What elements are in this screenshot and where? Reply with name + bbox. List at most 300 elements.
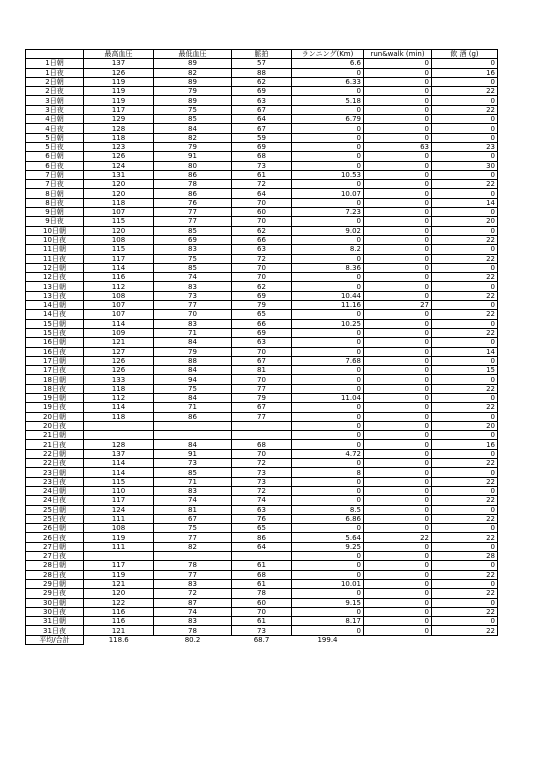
row-label: 12日夜 (26, 273, 84, 282)
systolic-cell: 121 (84, 626, 154, 635)
systolic-cell: 107 (84, 301, 154, 310)
run-walk-cell: 0 (364, 384, 432, 393)
pulse-cell: 70 (232, 198, 292, 207)
run-walk-cell: 0 (364, 468, 432, 477)
row-label: 31日夜 (26, 626, 84, 635)
systolic-cell (84, 431, 154, 440)
diastolic-cell: 74 (154, 496, 232, 505)
diastolic-cell: 77 (154, 208, 232, 217)
table-row (26, 459, 498, 468)
header-diastolic: 最低血圧 (154, 50, 232, 59)
diastolic-cell: 75 (154, 254, 232, 263)
alcohol-cell: 0 (432, 449, 498, 458)
running-cell: 0 (292, 412, 364, 421)
alcohol-cell: 0 (432, 617, 498, 626)
table-row (26, 607, 498, 616)
alcohol-cell: 22 (432, 87, 498, 96)
diastolic-cell: 86 (154, 412, 232, 421)
pulse-cell: 61 (232, 170, 292, 179)
table-row (26, 142, 498, 151)
run-walk-cell: 0 (364, 375, 432, 384)
avg-pulse: 68.7 (253, 636, 270, 645)
alcohol-cell: 22 (432, 626, 498, 635)
row-label: 20日夜 (26, 421, 84, 430)
alcohol-cell: 0 (432, 77, 498, 86)
systolic-cell: 112 (84, 393, 154, 402)
row-label: 17日朝 (26, 356, 84, 365)
row-label: 24日夜 (26, 496, 84, 505)
running-cell: 6.33 (292, 77, 364, 86)
diastolic-cell: 82 (154, 133, 232, 142)
row-label: 7日夜 (26, 180, 84, 189)
diastolic-cell: 79 (154, 87, 232, 96)
diastolic-cell: 67 (154, 514, 232, 523)
table-row (26, 254, 498, 263)
running-cell: 0 (292, 124, 364, 133)
running-cell: 8.36 (292, 263, 364, 272)
systolic-cell: 117 (84, 561, 154, 570)
alcohol-cell: 20 (432, 421, 498, 430)
systolic-cell (84, 552, 154, 561)
run-walk-cell: 0 (364, 412, 432, 421)
pulse-cell: 79 (232, 301, 292, 310)
row-label: 13日朝 (26, 282, 84, 291)
table-row (26, 347, 498, 356)
running-cell: 0 (292, 282, 364, 291)
run-walk-cell: 0 (364, 96, 432, 105)
diastolic-cell: 83 (154, 245, 232, 254)
run-walk-cell: 0 (364, 496, 432, 505)
alcohol-cell: 0 (432, 393, 498, 402)
table-row (26, 115, 498, 124)
run-walk-cell: 0 (364, 198, 432, 207)
pulse-cell (232, 431, 292, 440)
run-walk-cell: 0 (364, 524, 432, 533)
table-row (26, 310, 498, 319)
row-label: 22日夜 (26, 459, 84, 468)
running-cell: 0 (292, 561, 364, 570)
row-label: 4日朝 (26, 115, 84, 124)
diastolic-cell: 78 (154, 626, 232, 635)
row-label: 7日朝 (26, 170, 84, 179)
avg-systolic: 118.6 (108, 636, 129, 645)
row-label: 10日夜 (26, 235, 84, 244)
run-walk-cell: 0 (364, 505, 432, 514)
total-alcohol (432, 635, 498, 644)
run-walk-cell: 0 (364, 310, 432, 319)
pulse-cell: 72 (232, 254, 292, 263)
running-cell: 0 (292, 403, 364, 412)
row-label: 1日夜 (26, 68, 84, 77)
run-walk-cell: 0 (364, 226, 432, 235)
diastolic-cell: 79 (154, 347, 232, 356)
systolic-cell: 126 (84, 356, 154, 365)
diastolic-cell: 82 (154, 542, 232, 551)
alcohol-cell: 0 (432, 431, 498, 440)
alcohol-cell: 22 (432, 105, 498, 114)
avg-diastolic: 80.2 (184, 636, 201, 645)
pulse-cell: 70 (232, 375, 292, 384)
diastolic-cell: 88 (154, 356, 232, 365)
run-walk-cell: 0 (364, 403, 432, 412)
running-cell: 0 (292, 421, 364, 430)
table-row (26, 393, 498, 402)
table-row (26, 161, 498, 170)
alcohol-cell: 0 (432, 319, 498, 328)
systolic-cell: 120 (84, 180, 154, 189)
pulse-cell: 67 (232, 356, 292, 365)
run-walk-cell: 0 (364, 589, 432, 598)
run-walk-cell: 0 (364, 552, 432, 561)
row-label: 28日朝 (26, 561, 84, 570)
alcohol-cell: 0 (432, 356, 498, 365)
run-walk-cell: 0 (364, 421, 432, 430)
row-label: 31日朝 (26, 617, 84, 626)
running-cell: 7.68 (292, 356, 364, 365)
running-cell: 0 (292, 133, 364, 142)
run-walk-cell: 0 (364, 68, 432, 77)
systolic-cell: 111 (84, 542, 154, 551)
systolic-cell: 120 (84, 589, 154, 598)
row-label: 15日夜 (26, 328, 84, 337)
table-row (26, 514, 498, 523)
diastolic-cell: 69 (154, 235, 232, 244)
row-label: 9日朝 (26, 208, 84, 217)
systolic-cell: 122 (84, 598, 154, 607)
diastolic-cell: 84 (154, 393, 232, 402)
systolic-cell: 123 (84, 142, 154, 151)
systolic-cell: 114 (84, 459, 154, 468)
header-alcohol: 飲 酒 (g) (432, 50, 498, 59)
systolic-cell: 121 (84, 579, 154, 588)
row-label: 27日朝 (26, 542, 84, 551)
systolic-cell: 115 (84, 477, 154, 486)
systolic-cell: 131 (84, 170, 154, 179)
run-walk-cell: 0 (364, 133, 432, 142)
pulse-cell: 70 (232, 273, 292, 282)
running-cell: 0 (292, 161, 364, 170)
diastolic-cell: 83 (154, 486, 232, 495)
systolic-cell: 133 (84, 375, 154, 384)
pulse-cell: 68 (232, 440, 292, 449)
systolic-cell: 137 (84, 59, 154, 68)
run-walk-cell: 0 (364, 393, 432, 402)
pulse-cell: 74 (232, 496, 292, 505)
table-row (26, 403, 498, 412)
alcohol-cell: 14 (432, 198, 498, 207)
running-cell: 0 (292, 254, 364, 263)
diastolic-cell: 75 (154, 524, 232, 533)
running-cell: 10.53 (292, 170, 364, 179)
alcohol-cell: 0 (432, 115, 498, 124)
running-cell: 8.17 (292, 617, 364, 626)
running-cell: 10.07 (292, 189, 364, 198)
systolic-cell: 116 (84, 617, 154, 626)
alcohol-cell: 0 (432, 208, 498, 217)
alcohol-cell: 22 (432, 570, 498, 579)
table-row (26, 375, 498, 384)
alcohol-cell: 0 (432, 505, 498, 514)
row-label: 16日夜 (26, 347, 84, 356)
systolic-cell: 126 (84, 366, 154, 375)
alcohol-cell: 22 (432, 273, 498, 282)
table-row (26, 319, 498, 328)
diastolic-cell: 85 (154, 263, 232, 272)
run-walk-cell: 0 (364, 356, 432, 365)
alcohol-cell: 0 (432, 189, 498, 198)
diastolic-cell: 83 (154, 617, 232, 626)
pulse-cell: 61 (232, 561, 292, 570)
running-cell: 0 (292, 626, 364, 635)
pulse-cell: 68 (232, 570, 292, 579)
alcohol-cell: 0 (432, 263, 498, 272)
pulse-cell: 61 (232, 617, 292, 626)
row-label: 9日夜 (26, 217, 84, 226)
table-row (26, 133, 498, 142)
systolic-cell: 108 (84, 524, 154, 533)
systolic-cell: 137 (84, 449, 154, 458)
run-walk-cell: 0 (364, 105, 432, 114)
row-label: 24日朝 (26, 486, 84, 495)
row-label: 6日朝 (26, 152, 84, 161)
pulse-cell: 70 (232, 607, 292, 616)
pulse-cell: 67 (232, 105, 292, 114)
running-cell: 8.2 (292, 245, 364, 254)
header-row (26, 50, 498, 59)
header-run-walk: run&walk (min) (364, 50, 432, 59)
table-row (26, 617, 498, 626)
row-label: 15日朝 (26, 319, 84, 328)
pulse-cell (232, 552, 292, 561)
alcohol-cell: 30 (432, 161, 498, 170)
running-cell: 0 (292, 87, 364, 96)
alcohol-cell: 16 (432, 68, 498, 77)
systolic-cell: 116 (84, 607, 154, 616)
diastolic-cell: 78 (154, 180, 232, 189)
pulse-cell: 67 (232, 403, 292, 412)
header-label (26, 50, 84, 59)
run-walk-cell: 0 (364, 440, 432, 449)
alcohol-cell: 0 (432, 579, 498, 588)
row-label: 8日朝 (26, 189, 84, 198)
running-cell: 5.18 (292, 96, 364, 105)
alcohol-cell: 0 (432, 412, 498, 421)
table-row (26, 440, 498, 449)
table-row (26, 552, 498, 561)
diastolic-cell: 78 (154, 561, 232, 570)
alcohol-cell: 22 (432, 533, 498, 542)
diastolic-cell: 77 (154, 533, 232, 542)
systolic-cell: 114 (84, 319, 154, 328)
table-row (26, 189, 498, 198)
pulse-cell: 59 (232, 133, 292, 142)
table-row (26, 496, 498, 505)
running-cell: 9.25 (292, 542, 364, 551)
table-row (26, 208, 498, 217)
row-label: 21日夜 (26, 440, 84, 449)
running-cell: 7.23 (292, 208, 364, 217)
running-cell: 10.44 (292, 291, 364, 300)
diastolic-cell: 86 (154, 189, 232, 198)
running-cell: 11.16 (292, 301, 364, 310)
pulse-cell: 65 (232, 524, 292, 533)
run-walk-cell: 0 (364, 328, 432, 337)
total-running: 199.4 (317, 636, 338, 645)
run-walk-cell: 0 (364, 254, 432, 263)
pulse-cell: 81 (232, 366, 292, 375)
diastolic-cell: 74 (154, 273, 232, 282)
row-label: 14日朝 (26, 301, 84, 310)
pulse-cell: 64 (232, 189, 292, 198)
running-cell: 0 (292, 477, 364, 486)
table-row (26, 524, 498, 533)
alcohol-cell: 0 (432, 338, 498, 347)
systolic-cell: 118 (84, 198, 154, 207)
run-walk-cell: 0 (364, 570, 432, 579)
table-row (26, 235, 498, 244)
pulse-cell: 69 (232, 87, 292, 96)
running-cell: 0 (292, 338, 364, 347)
diastolic-cell: 77 (154, 217, 232, 226)
run-walk-cell: 0 (364, 273, 432, 282)
run-walk-cell: 0 (364, 486, 432, 495)
table-row (26, 431, 498, 440)
alcohol-cell: 0 (432, 59, 498, 68)
running-cell: 0 (292, 142, 364, 151)
diastolic-cell: 76 (154, 198, 232, 207)
table-row (26, 533, 498, 542)
row-label: 2日夜 (26, 87, 84, 96)
diastolic-cell: 84 (154, 366, 232, 375)
alcohol-cell: 0 (432, 542, 498, 551)
table-row (26, 68, 498, 77)
running-cell: 10.01 (292, 579, 364, 588)
running-cell: 6.79 (292, 115, 364, 124)
systolic-cell: 109 (84, 328, 154, 337)
running-cell: 0 (292, 524, 364, 533)
pulse-cell: 62 (232, 226, 292, 235)
running-cell: 0 (292, 486, 364, 495)
systolic-cell: 116 (84, 273, 154, 282)
alcohol-cell: 0 (432, 282, 498, 291)
diastolic-cell: 75 (154, 384, 232, 393)
pulse-cell: 66 (232, 235, 292, 244)
pulse-cell: 66 (232, 319, 292, 328)
systolic-cell: 117 (84, 254, 154, 263)
blood-pressure-log-sheet (25, 49, 497, 645)
diastolic-cell: 70 (154, 310, 232, 319)
row-label: 11日夜 (26, 254, 84, 263)
alcohol-cell: 22 (432, 180, 498, 189)
diastolic-cell: 77 (154, 570, 232, 579)
run-walk-cell: 0 (364, 319, 432, 328)
systolic-cell: 119 (84, 96, 154, 105)
pulse-cell: 76 (232, 514, 292, 523)
systolic-cell: 117 (84, 105, 154, 114)
run-walk-cell: 0 (364, 263, 432, 272)
running-cell: 0 (292, 180, 364, 189)
run-walk-cell: 0 (364, 245, 432, 254)
table-row (26, 384, 498, 393)
systolic-cell: 115 (84, 217, 154, 226)
row-label: 30日夜 (26, 607, 84, 616)
pulse-cell: 77 (232, 412, 292, 421)
running-cell: 0 (292, 235, 364, 244)
pulse-cell: 60 (232, 208, 292, 217)
alcohol-cell: 16 (432, 440, 498, 449)
alcohol-cell: 22 (432, 459, 498, 468)
run-walk-cell: 0 (364, 617, 432, 626)
systolic-cell: 129 (84, 115, 154, 124)
row-label: 19日夜 (26, 403, 84, 412)
pulse-cell: 69 (232, 291, 292, 300)
run-walk-cell: 0 (364, 124, 432, 133)
running-cell: 8 (292, 468, 364, 477)
row-label: 22日朝 (26, 449, 84, 458)
diastolic-cell: 71 (154, 477, 232, 486)
alcohol-cell: 0 (432, 561, 498, 570)
diastolic-cell: 85 (154, 115, 232, 124)
total-run-walk (364, 635, 432, 644)
run-walk-cell: 0 (364, 514, 432, 523)
run-walk-cell: 0 (364, 542, 432, 551)
pulse-cell: 70 (232, 217, 292, 226)
systolic-cell: 107 (84, 208, 154, 217)
alcohol-cell: 0 (432, 226, 498, 235)
alcohol-cell: 20 (432, 217, 498, 226)
alcohol-cell: 0 (432, 375, 498, 384)
alcohol-cell: 0 (432, 486, 498, 495)
diastolic-cell: 71 (154, 328, 232, 337)
running-cell: 0 (292, 152, 364, 161)
systolic-cell: 120 (84, 226, 154, 235)
table-row (26, 301, 498, 310)
running-cell: 0 (292, 440, 364, 449)
running-cell: 0 (292, 375, 364, 384)
run-walk-cell: 0 (364, 291, 432, 300)
run-walk-cell: 0 (364, 208, 432, 217)
pulse-cell: 68 (232, 152, 292, 161)
alcohol-cell: 22 (432, 235, 498, 244)
diastolic-cell: 94 (154, 375, 232, 384)
running-cell: 0 (292, 552, 364, 561)
alcohol-cell: 0 (432, 524, 498, 533)
run-walk-cell: 0 (364, 152, 432, 161)
alcohol-cell: 22 (432, 291, 498, 300)
systolic-cell: 118 (84, 384, 154, 393)
pulse-cell: 62 (232, 282, 292, 291)
table-row (26, 77, 498, 86)
table-row (26, 263, 498, 272)
row-label: 29日夜 (26, 589, 84, 598)
table-row (26, 96, 498, 105)
row-label: 13日夜 (26, 291, 84, 300)
header-systolic: 最高血圧 (84, 50, 154, 59)
pulse-cell: 79 (232, 393, 292, 402)
systolic-cell: 124 (84, 161, 154, 170)
diastolic-cell: 81 (154, 505, 232, 514)
table-row (26, 598, 498, 607)
table-row (26, 87, 498, 96)
run-walk-cell: 0 (364, 59, 432, 68)
diastolic-cell: 71 (154, 403, 232, 412)
pulse-cell: 70 (232, 347, 292, 356)
pulse-cell: 69 (232, 328, 292, 337)
diastolic-cell: 82 (154, 68, 232, 77)
pulse-cell: 77 (232, 384, 292, 393)
systolic-cell (84, 421, 154, 430)
running-cell: 0 (292, 366, 364, 375)
